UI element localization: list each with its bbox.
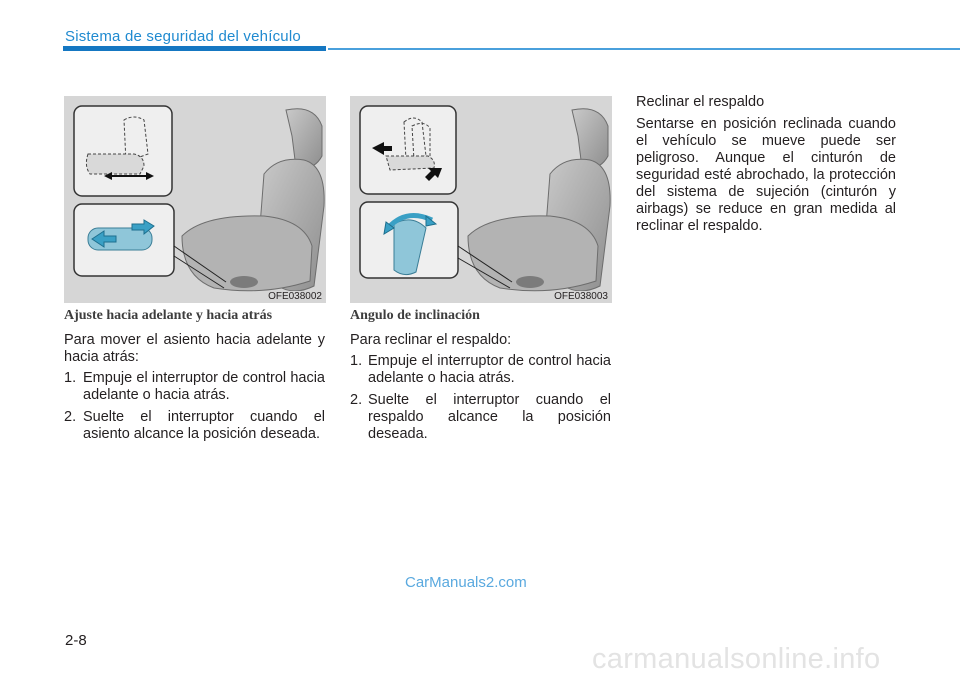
figure-code: OFE038003 [554,291,608,302]
section-title: Sistema de seguridad del vehículo [65,28,301,45]
footer-watermark: carmanualsonline.info [592,643,881,675]
step-text: Empuje el interruptor de control hacia adelante o hacia atrás. [368,353,611,386]
step-text: Suelte el interruptor cuando el asiento alcance la posición deseada. [83,409,325,442]
section-heading: Angulo de inclinación [350,308,480,323]
figure-code: OFE038002 [268,291,322,302]
step-number: 2. [64,409,77,425]
section-heading: Ajuste hacia adelante y hacia atrás [64,308,273,323]
intro-paragraph: Para mover el asiento hacia adelante y hacia atrás: [64,332,325,365]
seat-recline-drawing [350,96,612,303]
warning-body: Sentarse en posición reclinada cuando el vehículo se mueve puede ser peligroso. Aunque el cinturón de seguridad esté abrochado, la protección del sistema de sujeción (cinturón y airbags) se reduce en gran medida al reclinar el respaldo. [636,116,896,234]
intro-paragraph: Para reclinar el respaldo: [350,332,512,348]
step-number: 2. [350,392,363,408]
seat-slide-drawing [64,96,326,303]
site-watermark: CarManuals2.com [405,574,527,591]
seat-recline-illustration [350,96,612,303]
warning-title: Reclinar el respaldo [636,94,765,110]
seat-slide-illustration [64,96,326,303]
step-text: Empuje el interruptor de control hacia adelante o hacia atrás. [83,370,325,403]
step-text: Suelte el interruptor cuando el respaldo alcance la posición deseada. [368,392,611,442]
step-number: 1. [350,353,363,369]
header-rule-light [328,48,960,50]
step-number: 1. [64,370,77,386]
page-number: 2-8 [65,632,87,649]
header-rule-dark [63,46,326,51]
